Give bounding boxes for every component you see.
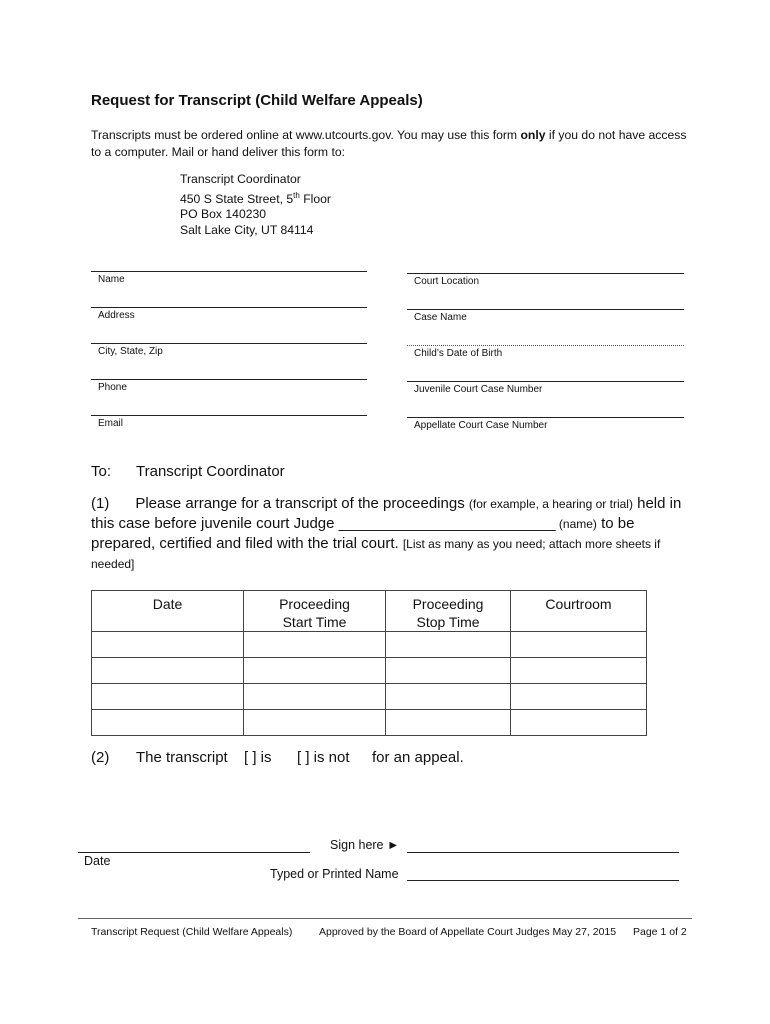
table-cell[interactable] xyxy=(92,632,244,658)
intro-paragraph xyxy=(91,127,691,161)
table-row xyxy=(92,632,647,658)
court-location-field-label: Court Location xyxy=(414,276,480,287)
is-not-checkbox[interactable]: [ ] is not xyxy=(297,749,350,766)
column-header-courtroom: Courtroom xyxy=(511,591,647,632)
address-line-2: 450 S State Street, 5th Floor xyxy=(180,190,331,206)
table-cell[interactable] xyxy=(386,710,511,736)
name-field-line[interactable] xyxy=(91,271,367,272)
table-cell[interactable] xyxy=(386,632,511,658)
phone-field-line[interactable] xyxy=(91,379,367,380)
table-cell[interactable] xyxy=(244,658,386,684)
address-line-3: PO Box 140230 xyxy=(180,207,267,222)
table-header-row xyxy=(92,591,647,632)
phone-field-label: Phone xyxy=(98,382,127,393)
table-cell[interactable] xyxy=(511,632,647,658)
column-header-stop-time: Proceeding Stop Time xyxy=(386,591,511,632)
to-label: To: xyxy=(91,463,112,480)
email-field-line[interactable] xyxy=(91,415,367,416)
is-checkbox[interactable]: [ ] is xyxy=(244,749,272,766)
intro-emphasis: only xyxy=(520,128,546,142)
item-1-number: (1) xyxy=(91,495,110,512)
sign-here-label: Sign here ► xyxy=(330,838,400,852)
footer-divider xyxy=(78,918,692,919)
form-title: Request for Transcript (Child Welfare Appeals) xyxy=(91,92,423,109)
intro-text-1: Transcripts must be ordered online at www.utcourts.gov. You may use this form xyxy=(91,128,521,142)
typed-name-label: Typed or Printed Name xyxy=(270,867,399,881)
table-cell[interactable] xyxy=(386,658,511,684)
appellate-case-number-field-label: Appellate Court Case Number xyxy=(414,420,548,431)
table-cell[interactable] xyxy=(92,658,244,684)
table-cell[interactable] xyxy=(511,710,647,736)
table-cell[interactable] xyxy=(386,684,511,710)
table-cell[interactable] xyxy=(244,710,386,736)
juvenile-case-number-field-label: Juvenile Court Case Number xyxy=(414,384,543,395)
mailing-address xyxy=(180,172,331,238)
address-field-label: Address xyxy=(98,310,135,321)
intro-text-2: if you do not have access to a computer. Mail or hand deliver this form to: xyxy=(91,128,687,159)
city-state-zip-field-label: City, State, Zip xyxy=(98,346,163,357)
address-field-line[interactable] xyxy=(91,307,367,308)
address-line-4: Salt Lake City, UT 84114 xyxy=(180,222,314,237)
table-cell[interactable] xyxy=(244,632,386,658)
judge-name-blank[interactable]: __________________________ xyxy=(338,515,556,532)
item-2-suffix: for an appeal. xyxy=(372,749,464,766)
column-header-start-time: Proceeding Start Time xyxy=(244,591,386,632)
item-1-paragraph: (1) Please arrange for a transcript of the proceedings (for example, a hearing or trial) held in this case before juvenile court Judge __________________________ (name) to be prepared, certified and filed with the trial court. [List as many as you need; attach more sheets if needed] xyxy=(91,495,682,571)
name-field-label: Name xyxy=(98,274,125,285)
court-location-field-line[interactable] xyxy=(407,273,684,274)
table-cell[interactable] xyxy=(511,684,647,710)
footer-approval: Approved by the Board of Appellate Court Judges May 27, 2015 xyxy=(319,926,617,938)
email-field-label: Email xyxy=(98,418,124,429)
to-recipient: Transcript Coordinator xyxy=(136,463,285,480)
juvenile-case-number-field-line[interactable] xyxy=(407,381,684,382)
table-cell[interactable] xyxy=(92,710,244,736)
item-2-number: (2) xyxy=(91,749,110,766)
table-cell[interactable] xyxy=(511,658,647,684)
footer-page-number: Page 1 of 2 xyxy=(633,926,687,938)
footer-form-name: Transcript Request (Child Welfare Appeals) xyxy=(91,926,293,938)
typed-name-line[interactable] xyxy=(407,880,679,881)
appellate-case-number-field-line[interactable] xyxy=(407,417,684,418)
date-signature-line[interactable] xyxy=(78,852,310,853)
table-row xyxy=(92,684,647,710)
table-row xyxy=(92,658,647,684)
signature-line[interactable] xyxy=(407,852,679,853)
child-dob-field-line[interactable] xyxy=(407,345,684,346)
address-line-1: Transcript Coordinator xyxy=(180,172,301,186)
city-state-zip-field-line[interactable] xyxy=(91,343,367,344)
child-dob-field-label: Child’s Date of Birth xyxy=(414,348,503,359)
item-2-label: The transcript xyxy=(136,749,228,766)
case-name-field-label: Case Name xyxy=(414,312,467,323)
column-header-date: Date xyxy=(92,591,244,632)
table-cell[interactable] xyxy=(92,684,244,710)
case-name-field-line[interactable] xyxy=(407,309,684,310)
table-cell[interactable] xyxy=(244,684,386,710)
date-label: Date xyxy=(84,854,111,868)
proceedings-table xyxy=(91,590,647,736)
table-row xyxy=(92,710,647,736)
